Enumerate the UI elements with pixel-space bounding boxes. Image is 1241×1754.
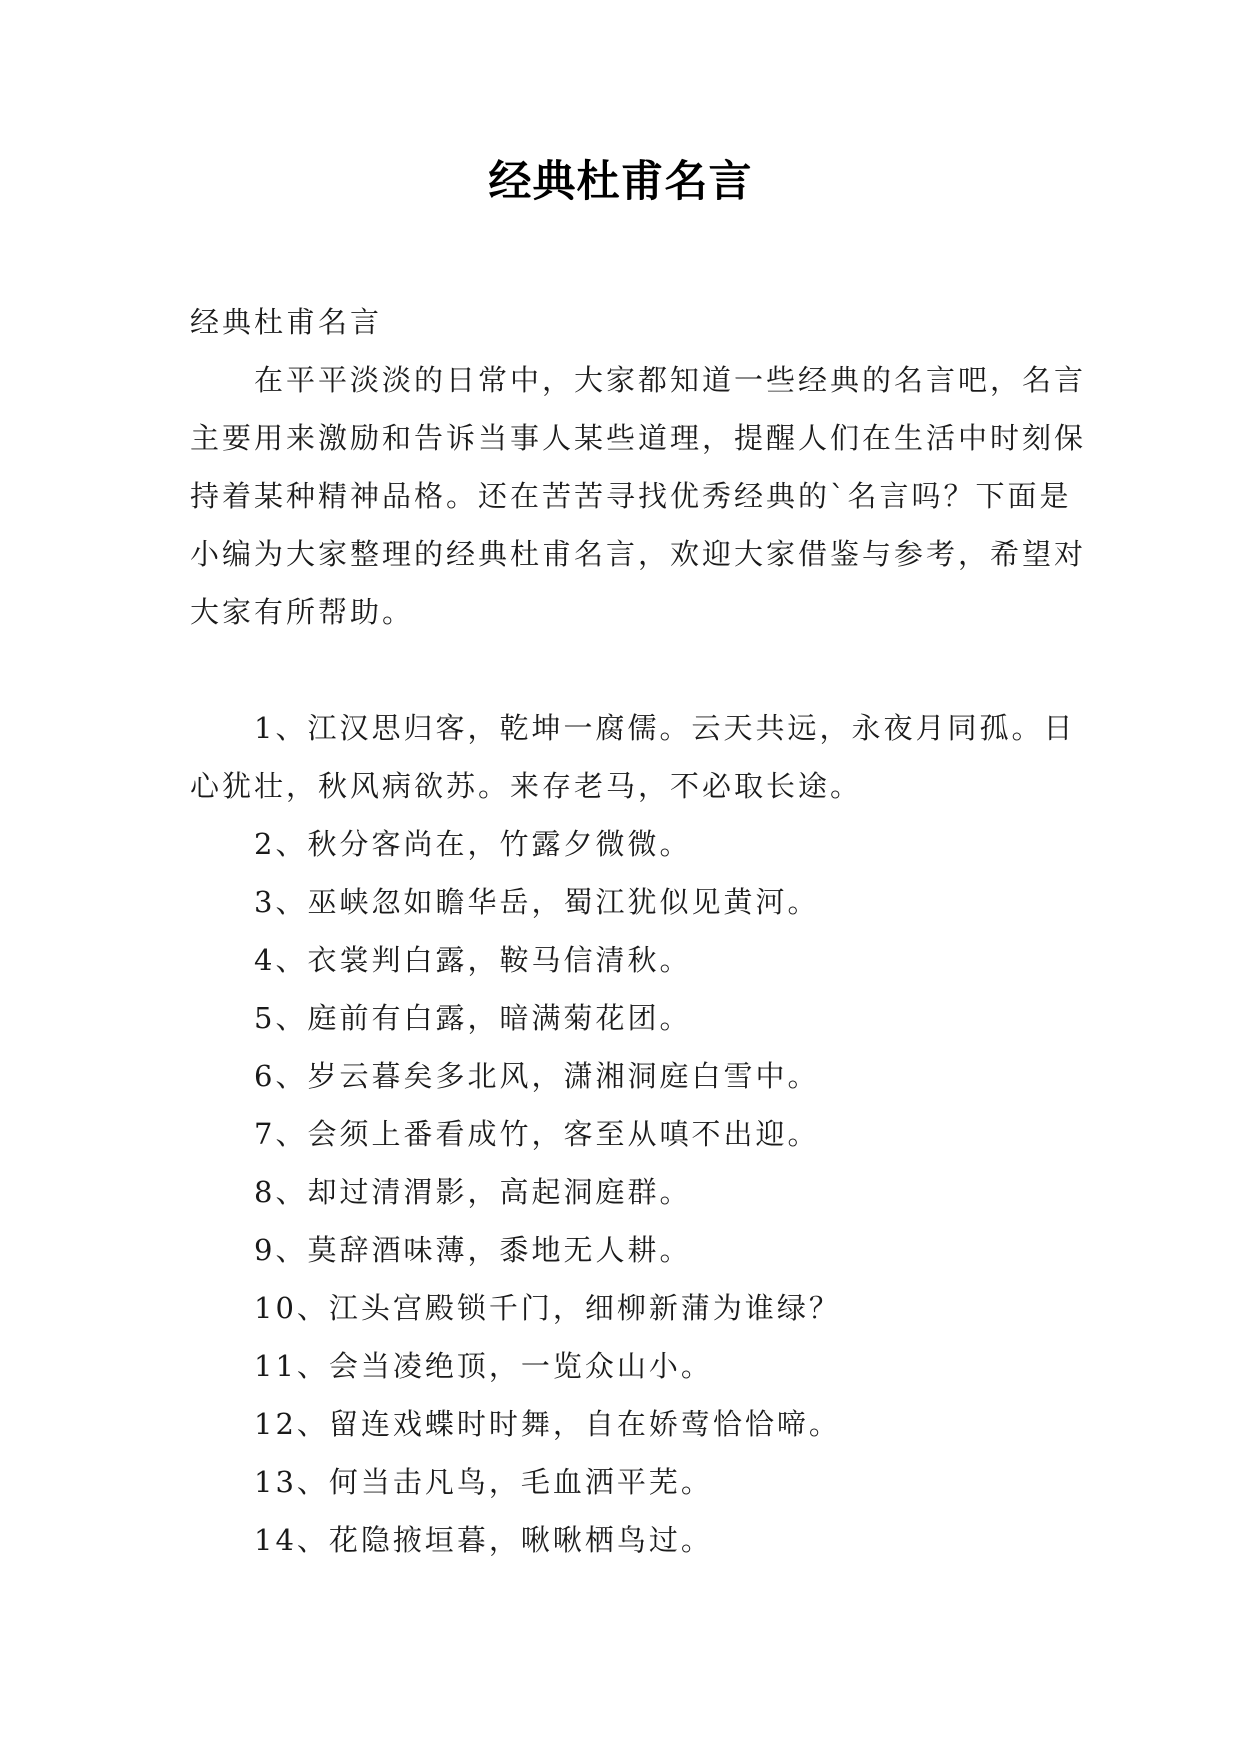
quote-item: 1、江汉思归客，乾坤一腐儒。云天共远，永夜月同孤。日心犹壮，秋风病欲苏。来存老马，不必取长途。: [190, 711, 1076, 803]
quote-item: 11、会当凌绝顶，一览众山小。: [254, 1349, 713, 1383]
quote-item: 13、何当击凡鸟，毛血洒平芜。: [254, 1465, 713, 1499]
quote-item: 3、巫峡忽如瞻华岳，蜀江犹似见黄河。: [254, 885, 820, 919]
quote-item: 6、岁云暮矣多北风，潇湘洞庭白雪中。: [254, 1059, 820, 1093]
quote-item: 4、衣裳判白露，鞍马信清秋。: [254, 943, 692, 977]
quote-item: 7、会须上番看成竹，客至从嗔不出迎。: [254, 1117, 820, 1151]
quote-item: 5、庭前有白露，暗满菊花团。: [254, 1001, 692, 1035]
intro-paragraph: 在平平淡淡的日常中，大家都知道一些经典的名言吧，名言主要用来激励和告诉当事人某些道理，提醒人们在生活中时刻保持着某种精神品格。还在苦苦寻找优秀经典的`名言吗？下面是小编为大家整理的经典杜甫名言，欢迎大家借鉴与参考，希望对大家有所帮助。: [190, 363, 1087, 629]
quote-item: 8、却过清渭影，高起洞庭群。: [254, 1175, 692, 1209]
document-subtitle: 经典杜甫名言: [190, 305, 383, 339]
quote-item: 9、莫辞酒味薄，黍地无人耕。: [254, 1233, 692, 1267]
document-body: [190, 293, 1095, 1569]
quote-item: 14、花隐掖垣暮，啾啾栖鸟过。: [254, 1523, 713, 1557]
quote-item: 10、江头宫殿锁千门，细柳新蒲为谁绿？: [254, 1291, 841, 1325]
quote-item: 12、留连戏蝶时时舞，自在娇莺恰恰啼。: [254, 1407, 841, 1441]
quote-list: [190, 699, 1095, 1569]
document-title: 经典杜甫名言: [488, 157, 753, 207]
quote-item: 2、秋分客尚在，竹露夕微微。: [254, 827, 692, 861]
